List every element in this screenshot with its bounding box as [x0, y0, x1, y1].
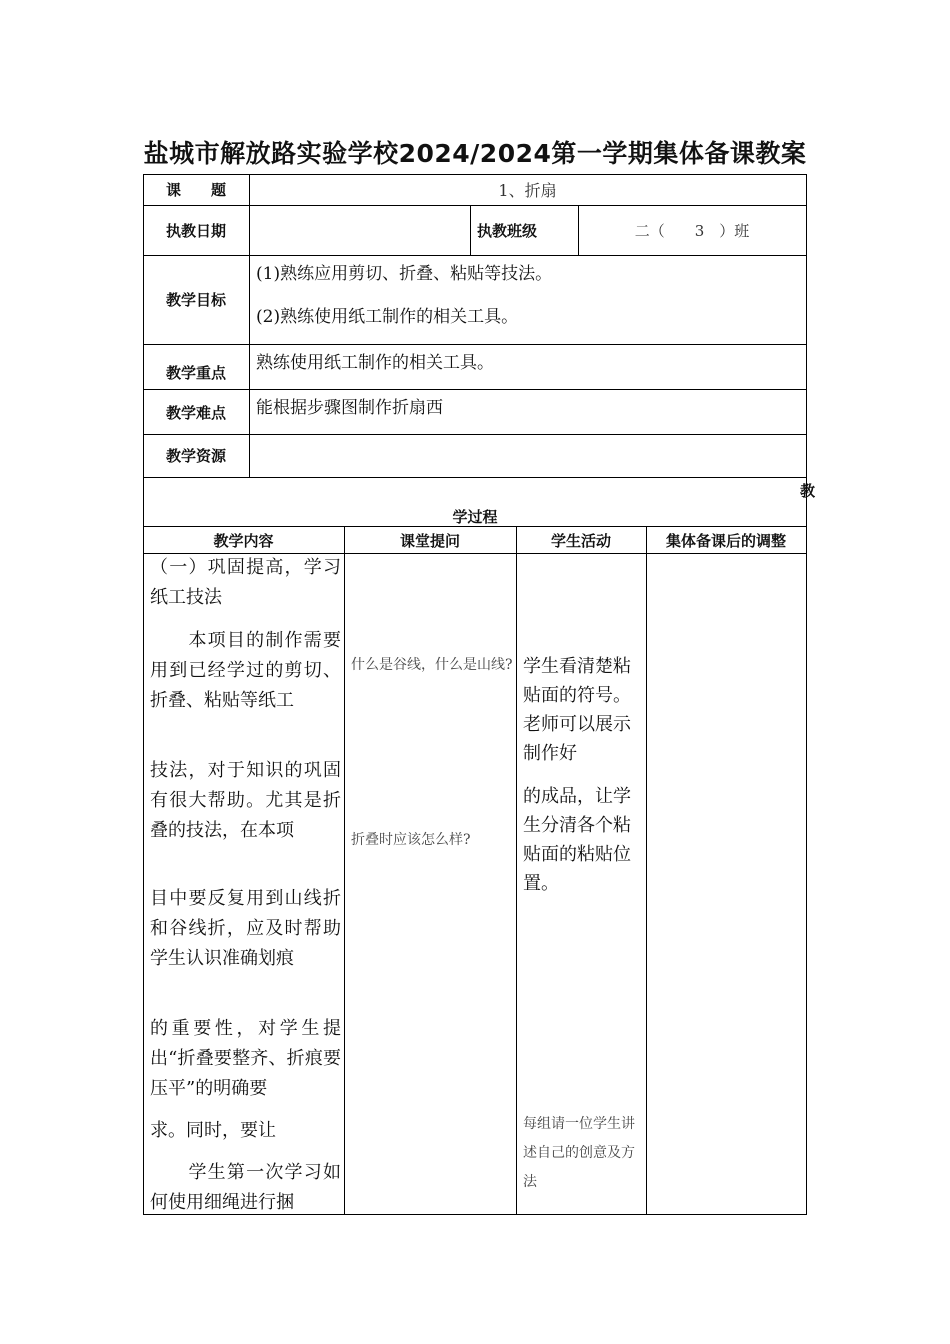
activity-item: 每组请一位学生讲述自己的创意及方法: [523, 1116, 635, 1190]
process-title-part2: 学过程: [452, 508, 498, 526]
column-header-questions: 课堂提问: [399, 531, 460, 550]
page-title: 盐城市解放路实验学校2024/2024第一学期集体备课教案: [143, 139, 807, 168]
difficulty-value: 能根据步骤图制作折扇西: [256, 398, 443, 418]
activity-item: 学生看清楚粘贴面的符号。老师可以展示制作好: [523, 656, 631, 764]
date-label: 执教日期: [165, 221, 226, 240]
topic-value: 1、折扇: [498, 181, 557, 200]
resources-label: 教学资源: [165, 447, 226, 465]
difficulty-label: 教学难点: [165, 404, 226, 422]
column-header-content: 教学内容: [213, 531, 274, 550]
focus-label: 教学重点: [165, 364, 226, 382]
process-title-part1: 教: [800, 482, 816, 500]
resources-value: [249, 434, 806, 477]
goal-item-2: (2)熟练使用纸工制作的相关工具。: [256, 307, 519, 327]
question-item: 折叠时应该怎么样?: [351, 832, 471, 848]
content-heading: （一）巩固提高，学习纸工技法: [150, 557, 341, 608]
activity-item: 的成品，让学生分清各个粘贴面的粘贴位置。: [523, 786, 631, 894]
content-paragraph: 技法，对于知识的巩固有很大帮助。尤其是折叠的技法，在本项: [150, 760, 341, 841]
content-paragraph: 的重要性，对学生提出“折叠要整齐、折痕要压平”的明确要: [150, 1018, 341, 1099]
content-paragraph: 求。同时，要让: [150, 1120, 276, 1141]
content-paragraph: 学生第一次学习如何使用细绳进行捆: [150, 1162, 341, 1213]
class-label: 执教班级: [477, 221, 538, 240]
question-item: 什么是谷线，什么是山线?: [351, 657, 513, 673]
goals-label: 教学目标: [165, 291, 226, 309]
focus-value: 熟练使用纸工制作的相关工具。: [256, 353, 494, 373]
column-header-activities: 学生活动: [550, 531, 611, 550]
content-paragraph: 目中要反复用到山线折和谷线折，应及时帮助学生认识准确划痕: [150, 888, 341, 969]
date-value: [249, 205, 470, 255]
content-paragraph: 本项目的制作需要用到已经学过的剪切、折叠、粘贴等纸工: [150, 630, 341, 711]
goal-item-1: (1)熟练应用剪切、折叠、粘贴等技法。: [256, 264, 553, 284]
class-value: 二（ 3 ）班: [634, 221, 750, 240]
column-header-adjustments: 集体备课后的调整: [665, 531, 786, 550]
topic-label: 课 题: [165, 181, 226, 199]
